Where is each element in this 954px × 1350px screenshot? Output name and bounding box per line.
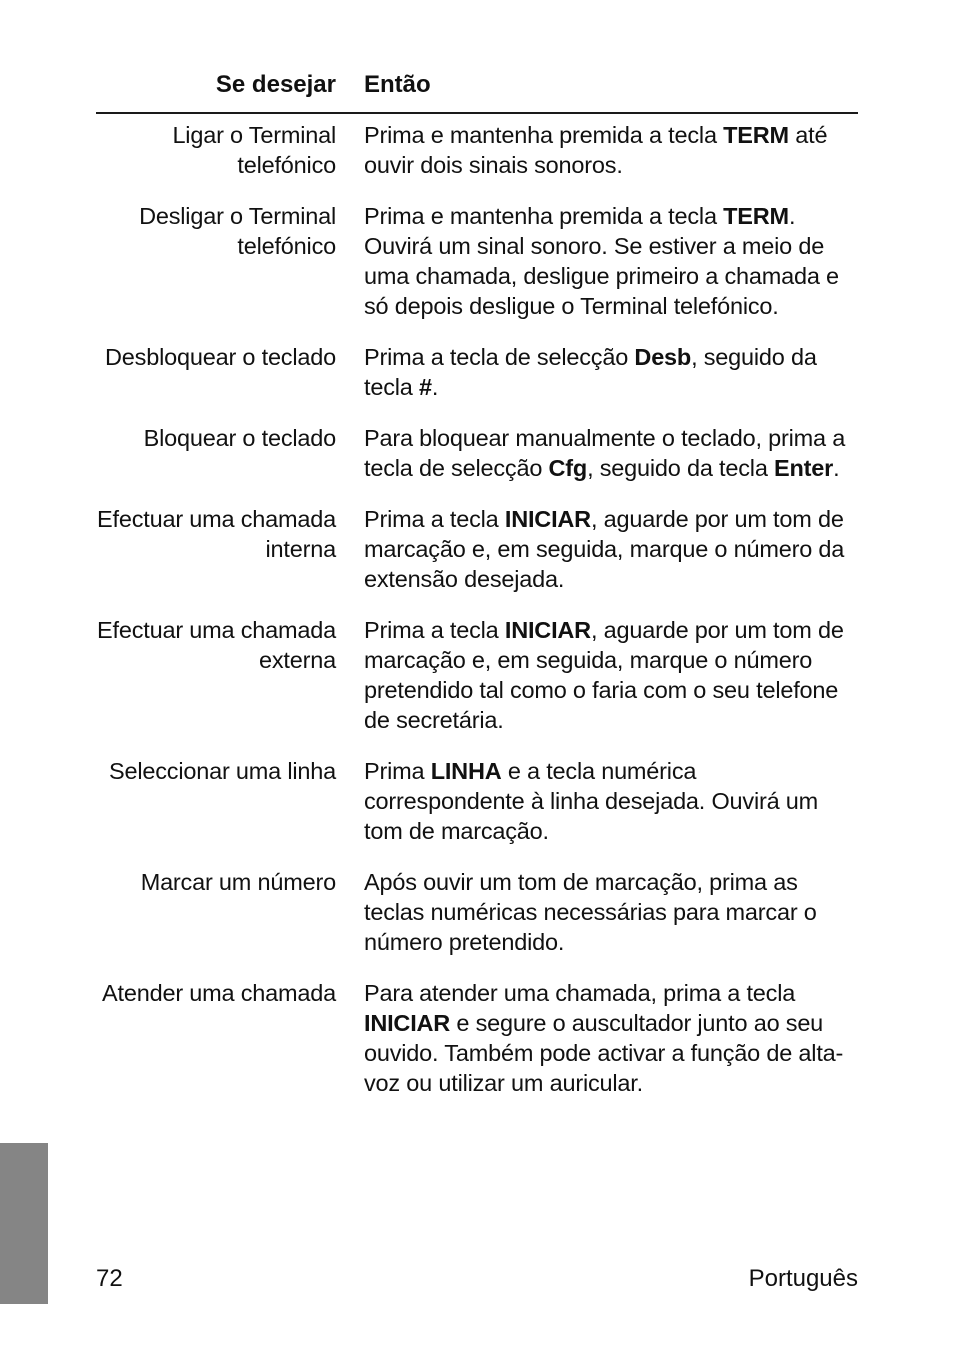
row-action: Desbloquear o teclado [105, 344, 336, 370]
instruction-text: Para atender uma chamada, prima a tecla [364, 980, 796, 1006]
table-row [96, 423, 858, 483]
row-action: Bloquear o teclado [143, 425, 336, 451]
instruction-text: Prima a tecla [364, 506, 505, 532]
table-row [96, 504, 858, 594]
table-row [96, 120, 858, 180]
language-label: Português [748, 1265, 858, 1292]
table-header [96, 64, 858, 114]
key-name: TERM [723, 122, 789, 148]
table-body [96, 114, 858, 1098]
instruction-text: Prima e mantenha premida a tecla [364, 122, 724, 148]
row-action: Atender uma chamada [102, 980, 336, 1006]
instruction-text: Após ouvir um tom de marcação, prima as teclas numéricas necessárias para marcar o número pretendido. [364, 869, 817, 955]
row-action: Marcar um número [140, 869, 336, 895]
instruction-text: , seguido da tecla [364, 344, 817, 400]
table-row [96, 756, 858, 846]
header-se-desejar: Se desejar [215, 71, 336, 98]
row-action: Efectuar uma chamada interna [97, 506, 336, 562]
instruction-text: Prima a tecla de selecção [364, 344, 635, 370]
section-tab [0, 1143, 48, 1304]
row-instruction [336, 120, 858, 180]
page-number: 72 [96, 1265, 123, 1292]
key-name: Desb [634, 344, 692, 370]
table-row [96, 342, 858, 402]
table-row [96, 978, 858, 1098]
row-action: Seleccionar uma linha [108, 758, 336, 784]
instruction-text: Para bloquear manualmente o teclado, prima a tecla de selecção [364, 425, 846, 481]
key-name: TERM [723, 203, 789, 229]
instruction-text: e a tecla numérica correspondente à linha desejada. Ouvirá um tom de marcação. [364, 758, 819, 844]
key-name: LINHA [430, 758, 502, 784]
instruction-text: , aguarde por um tom de marcação e, em seguida, marque o número pretendido tal como o faria com o seu telefone de secretária. [364, 617, 844, 733]
instruction-text: Prima e mantenha premida a tecla [364, 203, 724, 229]
row-action: Efectuar uma chamada externa [97, 617, 336, 673]
key-name: # [418, 374, 432, 400]
key-name: INICIAR [504, 617, 591, 643]
instruction-text: , aguarde por um tom de marcação e, em seguida, marque o número da extensão desejada. [364, 506, 845, 592]
row-action: Ligar o Terminal telefónico [172, 122, 336, 178]
row-instruction [336, 504, 858, 594]
instruction-text: . Ouvirá um sinal sonoro. Se estiver a meio de uma chamada, desligue primeiro a chamada e só depois desligue o Terminal telefónico. [364, 203, 839, 319]
row-instruction [336, 201, 858, 321]
instruction-text: e segure o auscultador junto ao seu ouvido. Também pode activar a função de alta-voz ou utilizar um auricular. [364, 1010, 844, 1096]
header-entao: Então [364, 71, 431, 98]
instruction-text: , seguido da tecla [587, 455, 775, 481]
table-row [96, 615, 858, 735]
instruction-text: Prima a tecla [364, 617, 505, 643]
key-name: Enter [774, 455, 834, 481]
row-instruction [336, 867, 858, 957]
row-instruction [336, 342, 858, 402]
row-instruction [336, 756, 858, 846]
instruction-text: . [833, 455, 840, 481]
instruction-table [96, 64, 858, 1119]
row-action: Desligar o Terminal telefónico [139, 203, 336, 259]
key-name: INICIAR [364, 1010, 451, 1036]
key-name: Cfg [548, 455, 588, 481]
instruction-text: Prima [364, 758, 431, 784]
row-instruction [336, 615, 858, 735]
key-name: INICIAR [504, 506, 591, 532]
row-instruction [336, 978, 858, 1098]
instruction-text: . [431, 374, 439, 400]
instruction-text: até ouvir dois sinais sonoros. [364, 122, 828, 178]
table-row [96, 867, 858, 957]
row-instruction [336, 423, 858, 483]
table-row [96, 201, 858, 321]
